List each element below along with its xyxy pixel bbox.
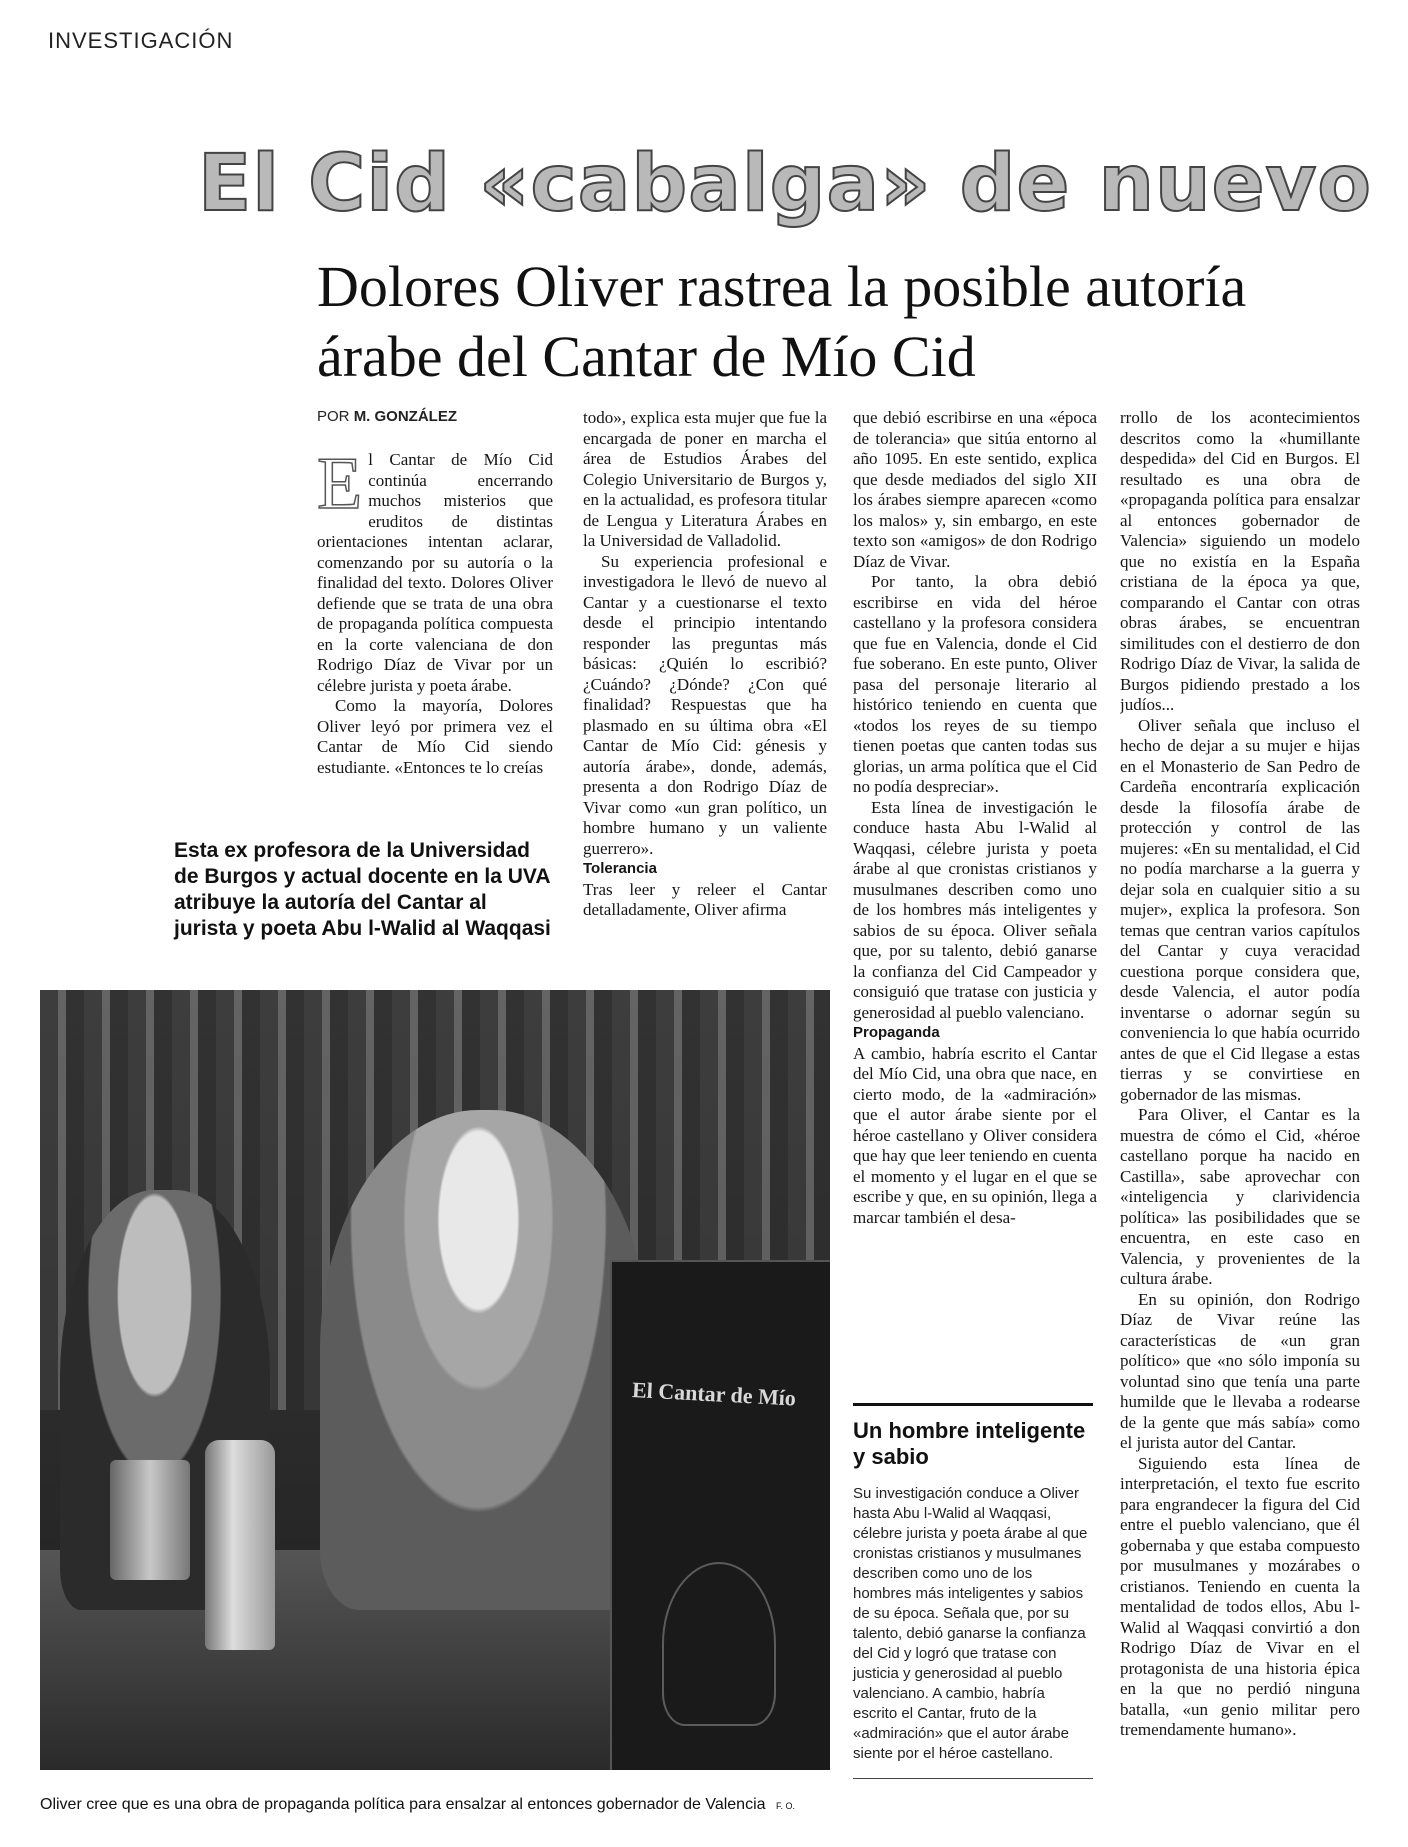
byline-prefix: POR (317, 408, 350, 425)
book-cover-title: El Cantar de Mío (631, 1377, 797, 1411)
paragraph: Esta línea de investigación le conduce hasta Abu l-Walid al Waqqasi, célebre jurista y poeta árabe al que cronistas cristianos y musulmanes describen como uno de los hombres más inteligentes y sabios de su época. Oliver señala que, por su talento, debió ganarse la confianza del Cid Campeador y consiguió que tratase con justicia y generosidad al pueblo valenciano. (853, 797, 1097, 1022)
book-cover-figure (662, 1562, 776, 1726)
article-column-3 (853, 408, 1097, 1478)
dropcap: E (317, 450, 363, 525)
article-column-4 (1120, 408, 1360, 1808)
kicker-title: El Cid «cabalga» de nuevo (198, 139, 1372, 229)
subhead-propaganda: Propaganda (853, 1024, 940, 1041)
photo-water-bottle (205, 1440, 275, 1650)
pull-quote: Esta ex profesora de la Universidad de Burgos y actual docente en la UVA atribuye la autoría del Cantar al jurista y poeta Abu l-Walid al Waqqasi (174, 839, 551, 940)
article-column-2 (583, 408, 827, 1006)
sidebar-title: Un hombre inteligente y sabio (853, 1418, 1086, 1469)
subhead-tolerancia: Tolerancia (583, 860, 657, 877)
byline (317, 408, 457, 425)
photo-glass (110, 1460, 190, 1580)
photo-woman (320, 1110, 650, 1610)
headline: Dolores Oliver rastrea la posible autoría árabe del Cantar de Mío Cid (317, 254, 1247, 389)
sidebar-box (853, 1403, 1093, 1779)
paragraph: rrollo de los acontecimientos descritos como la «humillante despedida» del Cid en Burgos. El resultado es una obra de «propaganda política para ensalzar al entonces gobernador de Valencia» siguiendo un modelo que no existía en la España cristiana de la época ya que, comparando el Cantar con otras obras árabes, se encuentran similitudes con el destierro de don Rodrigo Díaz de Vivar, la salida de Burgos pidiendo prestado a los judíos... (1120, 408, 1360, 714)
paragraph: Siguiendo esta línea de interpretación, el texto fue escrito para engrandecer la figura del Cid entre el pueblo valenciano, que él gobernaba y que estaba compuesto por musulmanes y mozárabes o cristianos. Teniendo en cuenta la mentalidad de todos ellos, Abu l-Walid al Waqqasi convirtió a don Rodrigo Díaz de Vivar en el protagonista de una historia épica en la que no perdió ninguna batalla, «un genio militar pero tremendamente humano». (1120, 1453, 1360, 1739)
paragraph: Su experiencia profesional e investigadora le llevó de nuevo al Cantar y a cuestionarse el texto desde el principio intentando responder las preguntas más básicas: ¿Quién lo escribió? ¿Cuándo? ¿Dónde? ¿Con qué finalidad? Respuestas que ha plasmado en su última obra «El Cantar de Mío Cid: génesis y autoría árabe», donde, además, presenta a don Rodrigo Díaz de Vivar como «un gran político, un hombre humano y un valiente guerrero». (583, 551, 827, 858)
caption-text: Oliver cree que es una obra de propaganda política para ensalzar al entonces gobernador de Valencia (40, 1796, 766, 1813)
article-column-1 (317, 450, 553, 810)
sidebar-top-rule (853, 1403, 1093, 1406)
photo-credit: F. O. (775, 1801, 795, 1811)
section-label: INVESTIGACIÓN (48, 28, 234, 53)
photo-caption (40, 1796, 840, 1814)
byline-author: M. GONZÁLEZ (353, 408, 458, 425)
photo-book (610, 1260, 830, 1770)
article-photo (40, 990, 830, 1770)
paragraph: Oliver señala que incluso el hecho de dejar a su mujer e hijas en el Monasterio de San Pedro de Cardeña encontraría explicación desde la filosofía árabe de protección y control de las mujeres: «En su mentalidad, el Cid no podía marcharse a la guerra y dejar sola en cualquier sitio a su mujer», explica la profesora. Son temas que centran varios capítulos del Cantar y cuya veracidad cuestiona porque considera que, desde Valencia, el autor podía inventarse o adornar según su conveniencia lo que había ocurrido antes de que el Cid llegase a estas tierras y se convirtiese en gobernador de las mismas. (1120, 715, 1360, 1104)
paragraph: todo», explica esta mujer que fue la encargada de poner en marcha el área de Estudios Árabes del Colegio Universitario de Burgos y, en la actualidad, es profesora titular de Lengua y Literatura Árabes en la Universidad de Valladolid. (583, 408, 827, 550)
paragraph: A cambio, habría escrito el Cantar del Mío Cid, una obra que nace, en cierto modo, de la «admiración» que el autor árabe siente por el héroe castellano y Oliver considera que hay que leer teniendo en cuenta el momento y el lugar en el que se escribe y que, en su opinión, llega a marcar también el desa- (853, 1043, 1097, 1227)
paragraph: que debió escribirse en una «época de tolerancia» que sitúa entorno al año 1095. En este sentido, explica que desde mediados del siglo XII los árabes siempre aparecen «como los malos» y, sin embargo, en este texto son «amigos» de don Rodrigo Díaz de Vivar. (853, 408, 1097, 571)
paragraph: Como la mayoría, Dolores Oliver leyó por primera vez el Cantar de Mío Cid siendo estudiante. «Entonces te lo creías (317, 696, 553, 777)
paragraph: l Cantar de Mío Cid continúa encerrando muchos misterios que eruditos de distintas orientaciones intentan aclarar, comenzando por su autoría o la finalidad del texto. Dolores Oliver defiende que se trata de una obra de propaganda política compuesta en la corte valenciana de don Rodrigo Díaz de Vivar por un célebre jurista y poeta árabe. (317, 450, 553, 695)
sidebar-body: Su investigación conduce a Oliver hasta Abu l-Walid al Waqqasi, célebre jurista y poeta árabe al que cronistas cristianos y musulmanes describen como uno de los hombres más inteligentes y sabios de su época. Señala que, por su talento, debió ganarse la confianza del Cid y logró que tratase con justicia y generosidad al pueblo valenciano. A cambio, habría escrito el Cantar, fruto de la «admiración» que el autor árabe siente por el héroe castellano. (853, 1485, 1088, 1762)
paragraph: Por tanto, la obra debió escribirse en vida del héroe castellano y la profesora considera que fue en Valencia, donde el Cid fue soberano. En este punto, Oliver pasa del personaje literario al histórico teniendo en cuenta que «todos los reyes de su tiempo tienen poetas que canten todas sus glorias, un arma política que el Cid no podía despreciar». (853, 572, 1097, 796)
sidebar-bottom-rule (853, 1778, 1093, 1779)
paragraph: En su opinión, don Rodrigo Díaz de Vivar reúne las características de «un gran político» que «no sólo imponía su voluntad sino que tenía una parte humilde que le llevaba a rodearse de la gente que más sabía» como el jurista autor del Cantar. (1120, 1289, 1360, 1452)
paragraph: Para Oliver, el Cantar es la muestra de cómo el Cid, «héroe castellano porque ha nacido en Castilla», sabe aprovechar con «inteligencia y clarividencia política» las posibilidades que se encuentra, en este caso en Valencia, y provenientes de la cultura árabe. (1120, 1105, 1360, 1288)
paragraph: Tras leer y releer el Cantar detalladamente, Oliver afirma (583, 879, 827, 919)
